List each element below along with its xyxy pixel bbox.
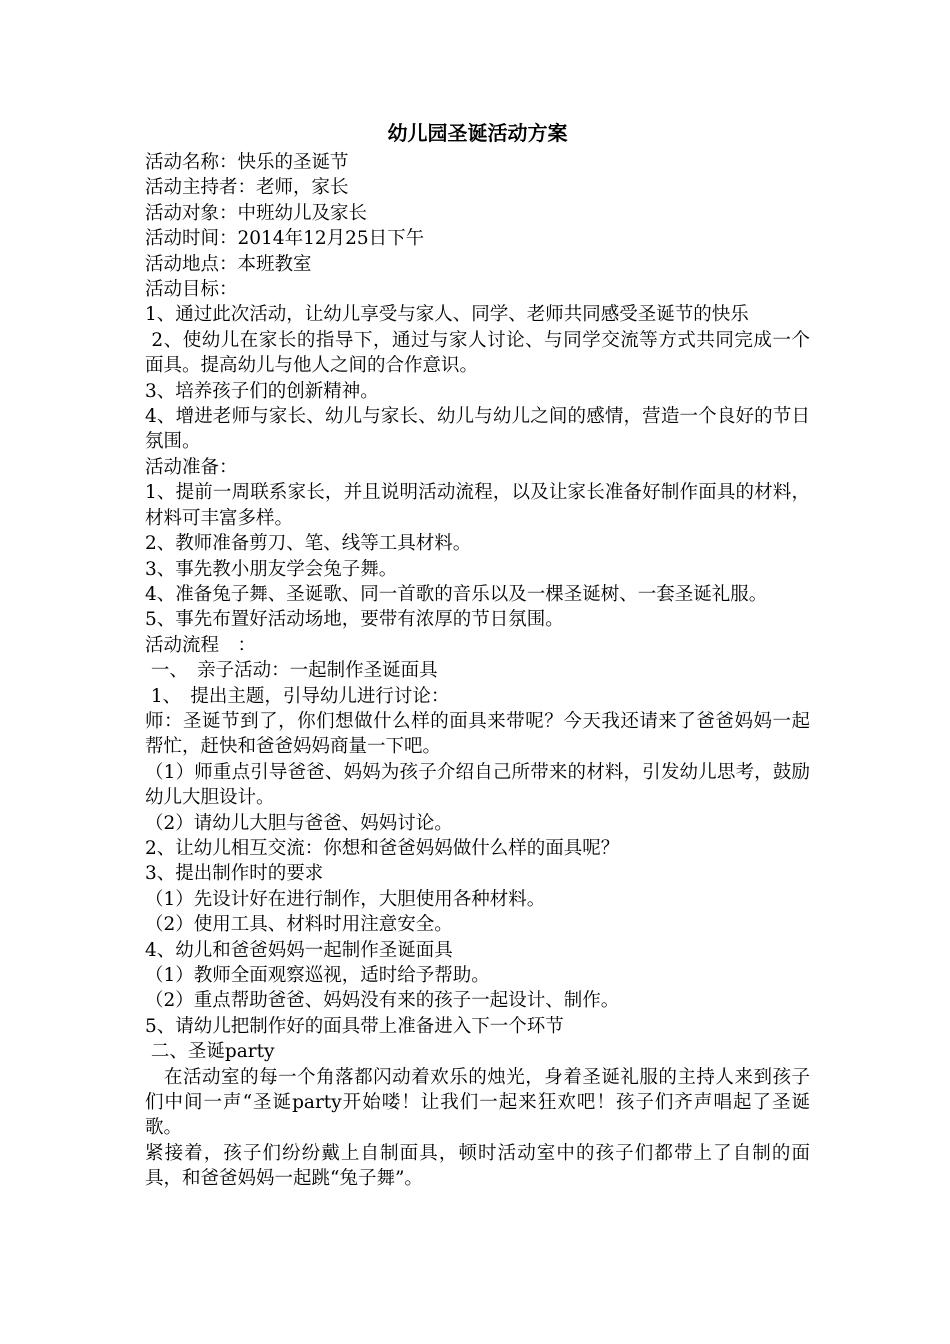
paragraph: （1）先设计好在进行制作，大胆使用各种材料。 xyxy=(145,888,546,910)
paragraph: 师：圣诞节到了，你们想做什么样的面具来带呢？今天我还请来了爸爸妈妈一起帮忙，赶快和爸爸妈妈商量一下吧。 xyxy=(145,710,810,758)
paragraph: 5、请幼儿把制作好的面具带上准备进入下一个环节 xyxy=(145,1015,564,1037)
paragraph: 2、让幼儿相互交流：你想和爸爸妈妈做什么样的面具呢？ xyxy=(145,837,620,859)
paragraph: 3、提出制作时的要求 xyxy=(145,863,324,885)
document-title: 幼儿园圣诞活动方案 xyxy=(387,121,568,145)
paragraph: 活动准备： xyxy=(145,456,238,478)
paragraph: 活动对象：中班幼儿及家长 xyxy=(145,202,368,224)
paragraph: 4、增进老师与家长、幼儿与家长、幼儿与幼儿之间的感情，营造一个良好的节日氛围。 xyxy=(145,406,810,453)
paragraph: 活动时间：2014年12月25日下午 xyxy=(145,228,425,250)
paragraph: （1）师重点引导爸爸、妈妈为孩子介绍自己所带来的材料，引发幼儿思考，鼓励幼儿大胆设计。 xyxy=(145,761,810,809)
paragraph: 活动流程 ： xyxy=(145,634,257,656)
paragraph: 1、 提出主题，引导幼儿进行讨论： xyxy=(145,685,450,707)
paragraph: 活动名称：快乐的圣诞节 xyxy=(145,152,349,173)
document-page xyxy=(145,118,810,1192)
paragraph: 5、事先布置好活动场地，要带有浓厚的节日氛围。 xyxy=(145,609,564,631)
paragraph: 4、幼儿和爸爸妈妈一起制作圣诞面具 xyxy=(145,939,453,961)
paragraph: 3、事先教小朋友学会兔子舞。 xyxy=(145,558,398,580)
paragraph: 2、教师准备剪刀、笔、线等工具材料。 xyxy=(145,533,472,555)
paragraph: 1、提前一周联系家长，并且说明活动流程，以及让家长准备好制作面具的材料，材料可丰富多样。 xyxy=(145,482,810,529)
paragraph: （2）请幼儿大胆与爸爸、妈妈讨论。 xyxy=(145,812,453,834)
paragraph: 紧接着，孩子们纷纷戴上自制面具，顿时活动室中的孩子们都带上了自制的面具，和爸爸妈妈一起跳“兔子舞”。 xyxy=(145,1142,810,1190)
paragraph: 1、通过此次活动，让幼儿享受与家人、同学、老师共同感受圣诞节的快乐 xyxy=(145,304,749,326)
paragraph: 3、培养孩子们的创新精神。 xyxy=(145,380,379,402)
paragraph: 4、准备兔子舞、圣诞歌、同一首歌的音乐以及一棵圣诞树、一套圣诞礼服。 xyxy=(145,583,768,605)
paragraph: （2）使用工具、材料时用注意安全。 xyxy=(145,914,453,936)
paragraph: 在活动室的每一个角落都闪动着欢乐的烛光，身着圣诞礼服的主持人来到孩子们中间一声“圣诞party开始喽！让我们一起来狂欢吧！孩子们齐声唱起了圣诞歌。 xyxy=(145,1066,810,1139)
paragraph: 活动主持者：老师，家长 xyxy=(145,177,349,199)
paragraph: 二、圣诞party xyxy=(145,1041,275,1063)
paragraph: （1）教师全面观察巡视，适时给予帮助。 xyxy=(145,965,490,986)
paragraph: 活动目标： xyxy=(145,279,238,301)
document-body xyxy=(145,150,810,1192)
paragraph: 一、 亲子活动：一起制作圣诞面具 xyxy=(145,660,438,682)
paragraph: 2、使幼儿在家长的指导下，通过与家人讨论、与同学交流等方式共同完成一个面具。提高幼儿与他人之间的合作意识。 xyxy=(145,329,810,377)
paragraph: （2）重点帮助爸爸、妈妈没有来的孩子一起设计、制作。 xyxy=(145,990,620,1012)
paragraph: 活动地点：本班教室 xyxy=(145,253,312,275)
